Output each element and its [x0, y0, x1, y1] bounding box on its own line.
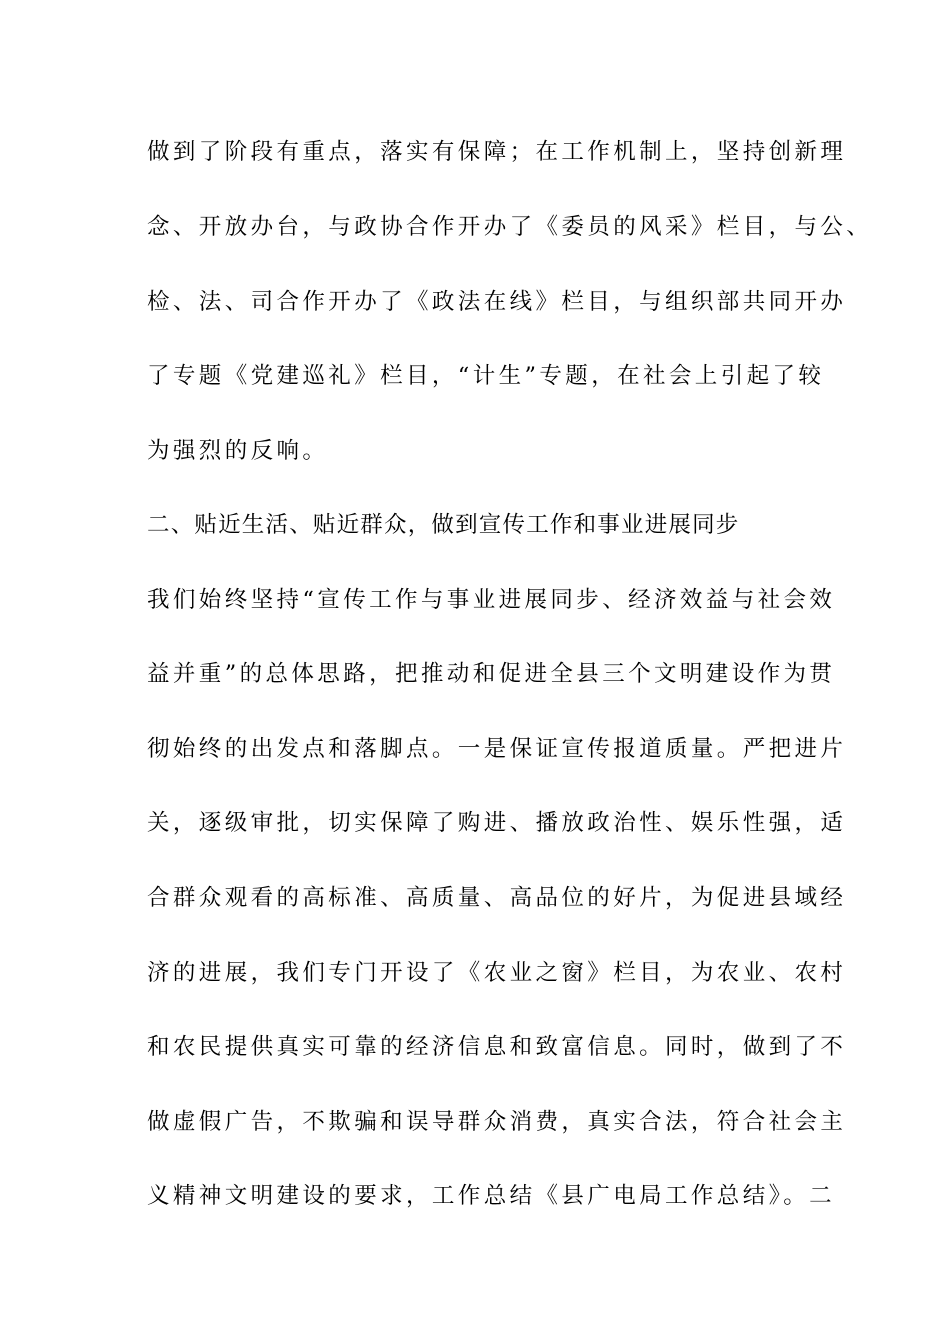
paragraph-line: 检、法、司合作开办了《政法在线》栏目，与组织部共同开办	[147, 289, 847, 315]
paragraph-line: 合群众观看的高标准、高质量、高品位的好片，为促进县域经	[147, 885, 847, 911]
paragraph-line: 义精神文明建设的要求，工作总结《县广电局工作总结》。二	[147, 1183, 836, 1209]
paragraph-line: 和农民提供真实可靠的经济信息和致富信息。同时，做到了不	[147, 1034, 847, 1060]
paragraph-line: 关，逐级审批，切实保障了购进、播放政治性、娱乐性强，适	[147, 810, 847, 836]
paragraph-line: 做虚假广告，不欺骗和误导群众消费，真实合法，符合社会主	[147, 1109, 847, 1135]
paragraph-line: 为强烈的反响。	[147, 438, 329, 464]
paragraph-line: 我们始终坚持“宣传工作与事业进展同步、经济效益与社会效	[147, 587, 836, 613]
paragraph-line: 益并重”的总体思路，把推动和促进全县三个文明建设作为贯	[147, 661, 836, 687]
paragraph-line: 念、开放办台，与政协合作开办了《委员的风采》栏目，与公、	[147, 214, 873, 240]
section-heading: 二、贴近生活、贴近群众，做到宣传工作和事业进展同步	[147, 512, 740, 538]
paragraph-line: 做到了阶段有重点，落实有保障；在工作机制上，坚持创新理	[147, 139, 847, 165]
paragraph-line: 彻始终的出发点和落脚点。一是保证宣传报道质量。严把进片	[147, 736, 847, 762]
paragraph-line: 济的进展，我们专门开设了《农业之窗》栏目，为农业、农村	[147, 960, 847, 986]
paragraph-line: 了专题《党建巡礼》栏目，“计生”专题，在社会上引起了较	[147, 363, 825, 389]
